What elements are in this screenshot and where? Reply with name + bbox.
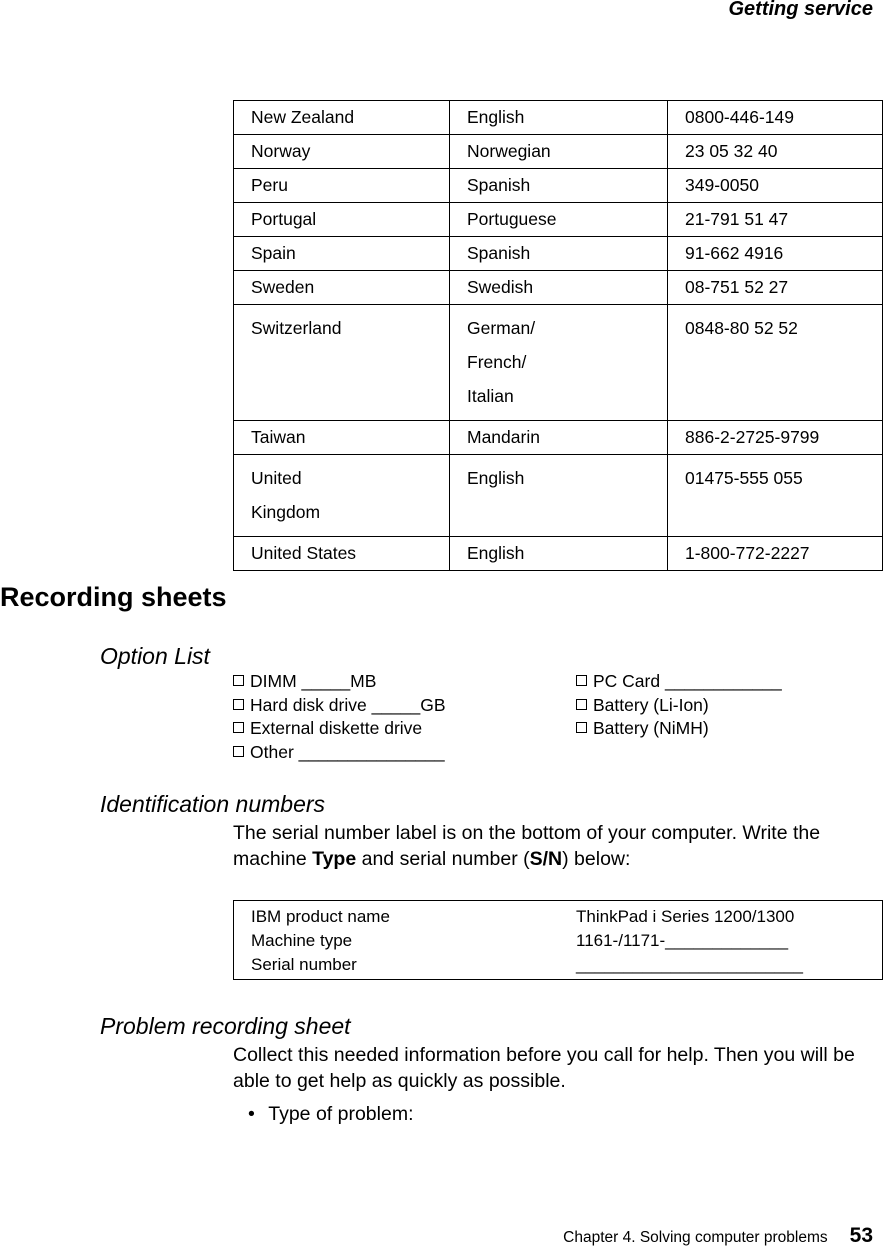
option-item[interactable]: Battery (NiMH) bbox=[576, 717, 782, 741]
country-cell: New Zealand bbox=[234, 101, 450, 135]
language-cell: German/ French/ Italian bbox=[450, 305, 668, 421]
option-item[interactable]: Hard disk drive _____GB bbox=[233, 694, 446, 718]
option-item[interactable]: PC Card ____________ bbox=[576, 670, 782, 694]
table-row bbox=[234, 135, 883, 169]
problem-sheet-text: Collect this needed information before you call for help. Then you will be able to get help as quickly as possible. bbox=[233, 1044, 855, 1092]
option-item[interactable]: Other _______________ bbox=[233, 741, 446, 765]
checkbox-icon bbox=[576, 699, 587, 710]
service-phone-table bbox=[233, 100, 883, 571]
language-cell: Swedish bbox=[450, 271, 668, 305]
section-title: Recording sheets bbox=[0, 582, 227, 612]
table-row bbox=[234, 169, 883, 203]
country-cell: Sweden bbox=[234, 271, 450, 305]
phone-cell: 886-2-2725-9799 bbox=[668, 421, 883, 455]
page-footer bbox=[563, 1224, 873, 1248]
phone-cell: 08-751 52 27 bbox=[668, 271, 883, 305]
identification-box bbox=[233, 900, 883, 980]
language-cell: English bbox=[450, 455, 668, 537]
table-row bbox=[234, 537, 883, 571]
country-cell: Peru bbox=[234, 169, 450, 203]
running-header: Getting service bbox=[728, 0, 873, 20]
phone-cell: 23 05 32 40 bbox=[668, 135, 883, 169]
checkbox-icon bbox=[233, 746, 244, 757]
phone-cell: 01475-555 055 bbox=[668, 455, 883, 537]
country-cell: Portugal bbox=[234, 203, 450, 237]
id-label: IBM product name bbox=[251, 907, 390, 926]
chapter-label: Chapter 4. Solving computer problems bbox=[563, 1229, 828, 1246]
phone-cell: 0800-446-149 bbox=[668, 101, 883, 135]
id-value[interactable]: ________________________ bbox=[576, 955, 803, 974]
language-cell: Portuguese bbox=[450, 203, 668, 237]
language-cell: Mandarin bbox=[450, 421, 668, 455]
language-cell: Norwegian bbox=[450, 135, 668, 169]
country-cell: United States bbox=[234, 537, 450, 571]
country-cell: Norway bbox=[234, 135, 450, 169]
table-row bbox=[234, 455, 883, 537]
identification-text: The serial number label is on the bottom of your computer. Write the machine Type and serial number (S/N) below: bbox=[233, 822, 821, 870]
phone-cell: 349-0050 bbox=[668, 169, 883, 203]
page-number: 53 bbox=[849, 1224, 873, 1247]
table-row bbox=[234, 203, 883, 237]
language-cell: Spanish bbox=[450, 169, 668, 203]
option-item[interactable]: External diskette drive bbox=[233, 717, 446, 741]
bullet-item: • Type of problem: bbox=[248, 1103, 414, 1125]
phone-cell: 1-800-772-2227 bbox=[668, 537, 883, 571]
option-list-left bbox=[233, 670, 446, 764]
problem-sheet-title: Problem recording sheet bbox=[100, 1013, 351, 1039]
language-cell: English bbox=[450, 537, 668, 571]
table-row bbox=[234, 305, 883, 421]
table-row bbox=[234, 101, 883, 135]
bullet-icon: • bbox=[248, 1103, 255, 1125]
table-row bbox=[234, 271, 883, 305]
country-cell: Spain bbox=[234, 237, 450, 271]
option-item[interactable]: Battery (Li-Ion) bbox=[576, 694, 782, 718]
language-cell: English bbox=[450, 101, 668, 135]
country-cell: Switzerland bbox=[234, 305, 450, 421]
phone-cell: 91-662 4916 bbox=[668, 237, 883, 271]
language-cell: Spanish bbox=[450, 237, 668, 271]
identification-title: Identification numbers bbox=[100, 791, 326, 817]
checkbox-icon bbox=[233, 722, 244, 733]
option-list-title: Option List bbox=[100, 643, 210, 669]
table-row bbox=[234, 421, 883, 455]
id-label: Machine type bbox=[251, 931, 353, 950]
id-label: Serial number bbox=[251, 955, 357, 974]
table-row bbox=[234, 237, 883, 271]
id-value[interactable]: 1161-/1171-_____________ bbox=[576, 931, 789, 950]
option-list-right bbox=[576, 670, 782, 741]
phone-cell: 21-791 51 47 bbox=[668, 203, 883, 237]
country-cell: United Kingdom bbox=[234, 455, 450, 537]
phone-cell: 0848-80 52 52 bbox=[668, 305, 883, 421]
checkbox-icon bbox=[576, 722, 587, 733]
checkbox-icon bbox=[233, 675, 244, 686]
option-item[interactable]: DIMM _____MB bbox=[233, 670, 446, 694]
id-value: ThinkPad i Series 1200/1300 bbox=[576, 907, 795, 926]
checkbox-icon bbox=[576, 675, 587, 686]
checkbox-icon bbox=[233, 699, 244, 710]
country-cell: Taiwan bbox=[234, 421, 450, 455]
